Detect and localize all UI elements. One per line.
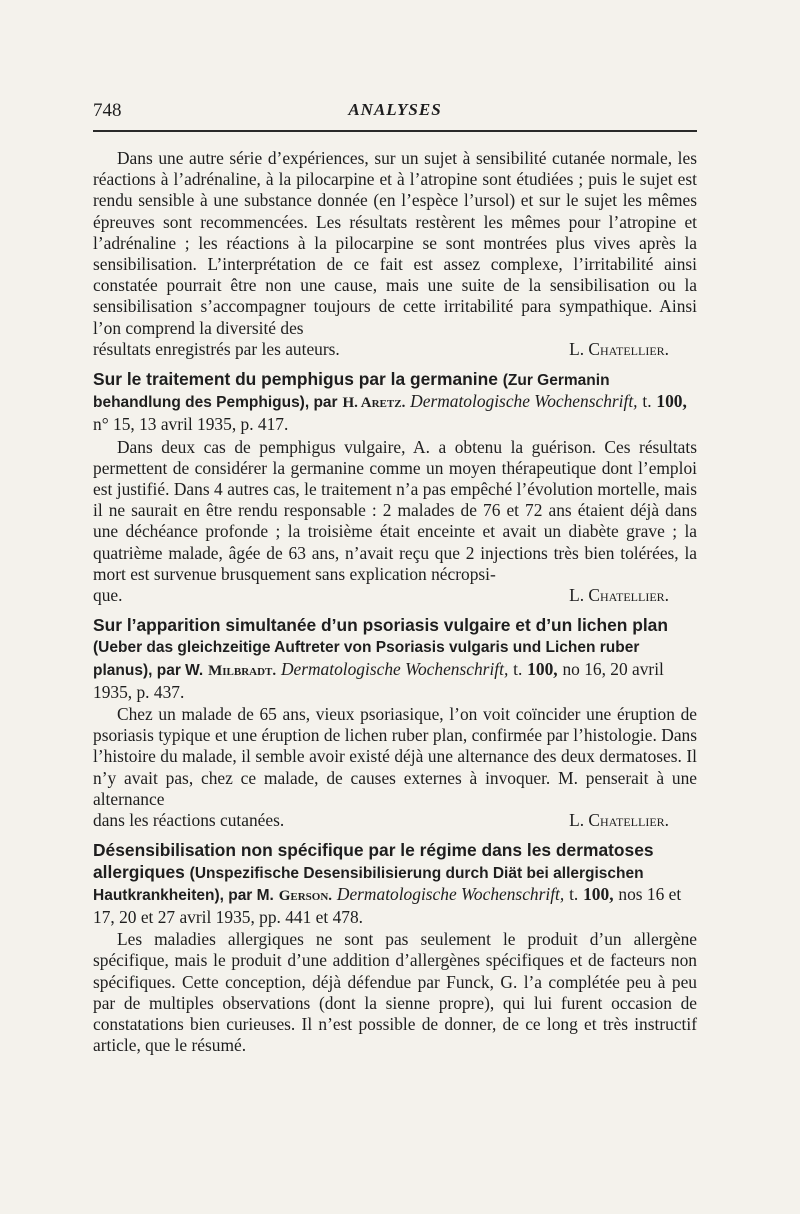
article-3: [93, 840, 697, 929]
article-2-author: Milbradt.: [208, 662, 277, 679]
article-1-signature: L. Chatellier.: [569, 585, 669, 606]
article-1-journal: Dermatologische Wochenschrift,: [410, 391, 638, 412]
article-2-details: no 16, 20 avril 1935, p. 437.: [93, 658, 664, 702]
article-1-title: Sur le traitement du pemphigus par la germanine: [93, 369, 498, 390]
article-2-journal: Dermatologische Wochenschrift,: [280, 658, 509, 679]
article-2: [93, 615, 697, 704]
article-2-signature: L. Chatellier.: [569, 810, 669, 831]
article-1: [93, 369, 697, 437]
intro-paragraph: Dans une autre série d’expériences, sur un sujet à sensibilité cutanée normale, les réactions à l’adrénaline, à la pilocarpine et à l’atropine sont étudiées ; puis le sujet est rendu sensible à une substance donnée (en l’espèce l’ursol) et sur le sujet les mêmes épreuves sont recommencées. Les résultats restèrent les mêmes pour l’atropine et l’adrénaline ; les réactions à la pilocarpine se sont montrées plus vives après la sensibilisation. L’interprétation de ce fait est assez complexe, l’irritabilité ainsi constatée pourrait être non une cause, mais une suite de la sensibilisation ou la sensibilisation s’accompagner toujours de cette irritabilité para sympathique. Ainsi l’on comprend la diversité des: [93, 148, 697, 338]
article-1-volume: 100,: [656, 391, 687, 412]
article-2-volume: 100,: [527, 658, 558, 679]
page: [93, 100, 697, 1056]
article-1-last-line: que.: [93, 585, 123, 606]
article-2-last-line: dans les réactions cutanées.: [93, 810, 285, 831]
article-2-title: Sur l’apparition simultanée d’un psoriasis vulgaire et d’un lichen plan: [93, 615, 668, 636]
header-rule: [93, 130, 697, 132]
article-2-volume-prefix: t.: [513, 658, 523, 679]
article-1-text: Dans deux cas de pemphigus vulgaire, A. a obtenu la guérison. Ces résultats permettent de considérer la germanine comme un moyen thérapeutique dont l’emploi est justifié. Dans 4 autres cas, le traitement n’a pas empêché l’évolution mortelle, mais il ne saurait en être rendu responsable : 2 malades de 76 et 72 ans étaient déjà dans une déchéance profonde ; la troisième était enceinte et avait un diabète grave ; la quatrième malade, âgée de 63 ans, n’avait reçu que 2 injections très bien tolérées, la mort est survenue brusquement sans explication nécropsi-: [93, 436, 697, 584]
running-title: ANALYSES: [348, 100, 442, 119]
article-1-volume-prefix: t.: [642, 391, 652, 412]
article-2-signature-line: [93, 810, 697, 831]
article-3-title: Désensibilisation non spécifique par le régime dans les dermatoses allergiques: [93, 840, 654, 882]
intro-last-line: résultats enregistrés par les auteurs.: [93, 338, 340, 359]
article-3-volume: 100,: [583, 883, 614, 904]
page-body: [93, 148, 697, 1056]
article-1-author: H. Aretz.: [342, 395, 406, 412]
article-3-details: nos 16 et 17, 20 et 27 avril 1935, pp. 441 et 478.: [93, 883, 682, 927]
article-1-details: n° 15, 13 avril 1935, p. 417.: [93, 414, 289, 435]
article-1-signature-line: [93, 585, 697, 606]
article-3-text: Les maladies allergiques ne sont pas seulement le produit d’un allergène spécifique, mais le produit d’une addition d’allergènes spécifiques et de facteurs non spécifiques. Cette conception, déjà défendue par Funck, G. l’a complétée peu à peu par de multiples observations (dont la sienne propre), qui lui furent occasion de constatations bien curieuses. Il n’est possible de donner, de ce long et très instructif article, que le résumé.: [93, 929, 697, 1056]
article-1-subtitle: (Zur Germanin behandlung des Pemphigus), par: [93, 372, 610, 412]
article-3-subtitle: (Unspezifische Desensibilisierung durch Diät bei allergischen Hautkrankheiten), par M.: [93, 864, 644, 904]
page-header: [93, 100, 697, 126]
intro-signature: L. Chatellier.: [569, 338, 669, 359]
article-3-journal: Dermatologische Wochenschrift,: [336, 883, 565, 904]
intro-signature-line: [93, 339, 697, 360]
article-3-volume-prefix: t.: [569, 883, 579, 904]
article-3-author: Gerson.: [278, 887, 333, 904]
page-number: 748: [93, 100, 122, 121]
article-2-text: Chez un malade de 65 ans, vieux psoriasique, l’on voit coïncider une éruption de psoriasis typique et une éruption de lichen ruber plan, confirmée par l’histologie. Dans l’histoire du malade, il semble avoir existé déjà une alternance des deux dermatoses. Il n’y avait pas, chez ce malade, de causes externes à invoquer. M. penserait à une alternance: [93, 704, 697, 809]
article-2-subtitle: (Ueber das gleichzeitige Auftreter von Psoriasis vulgaris und Lichen ruber planus), par W.: [93, 639, 640, 679]
